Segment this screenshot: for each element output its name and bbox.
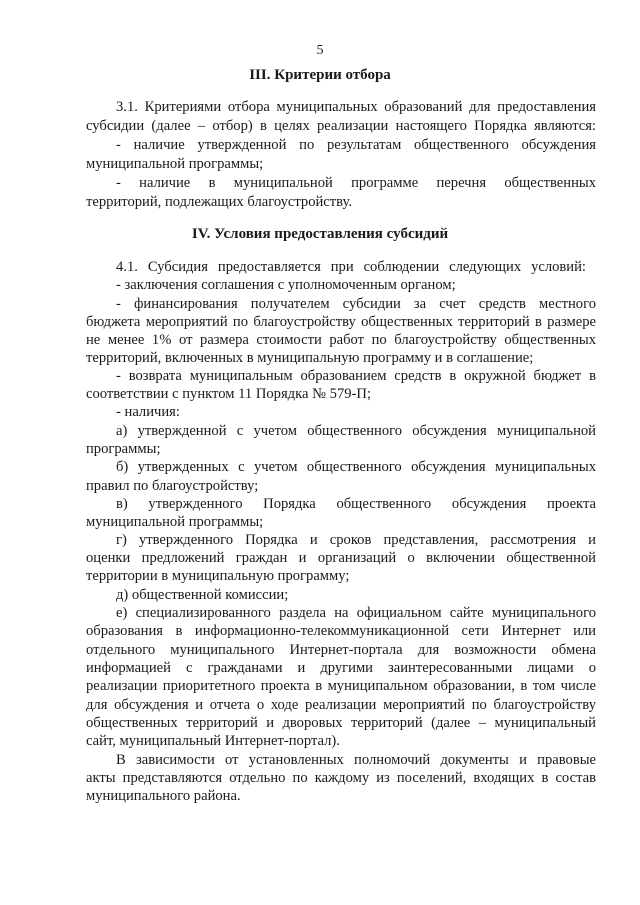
section-4-paragraph-line: - возврата муниципальным образованием средств в окружной бюджет в xyxy=(116,368,596,384)
section-4-paragraph-line: бюджета мероприятий по благоустройству общественных территорий в размере xyxy=(86,314,596,330)
section-4-paragraph-line: муниципальной программы; xyxy=(86,514,264,530)
section-4-paragraph-line: В зависимости от установленных полномочий документы и правовые xyxy=(116,752,596,768)
section-4-paragraph-line: г) утвержденного Порядка и сроков представления, рассмотрения и xyxy=(116,532,596,548)
section-4-paragraph-line: для обсуждения и отчета о ходе реализации мероприятий по благоустройству xyxy=(86,697,596,713)
section-3-paragraph-line: территорий, подлежащих благоустройству. xyxy=(86,194,353,210)
section-3-paragraph-line: - наличие в муниципальной программе перечня общественных xyxy=(116,175,596,191)
section-4-paragraph-line: образования в информационно-телекоммуникационной сети Интернет или xyxy=(86,623,596,639)
section-4-paragraph-line: - наличия: xyxy=(116,404,180,420)
section-4-heading: IV. Условия предоставления субсидий xyxy=(191,226,449,242)
section-4-paragraph-line: - финансирования получателем субсидии за счет средств местного xyxy=(116,296,596,312)
section-3-paragraph-line: субсидии (далее – отбор) в целях реализации настоящего Порядка являются: xyxy=(86,118,596,134)
section-4-paragraph-line: не менее 1% от размера стоимости работ по благоустройству общественных xyxy=(86,332,596,348)
section-4-paragraph-line: информацией с гражданами и другими заинтересованными лицами о xyxy=(86,660,596,676)
section-3-paragraph-line: 3.1. Критериями отбора муниципальных образований для предоставления xyxy=(116,99,596,115)
section-4-paragraph-line: территории в муниципальную программу; xyxy=(86,568,350,584)
section-4-paragraph-line: муниципального района. xyxy=(86,788,241,804)
section-4-paragraph-line: правил по благоустройству; xyxy=(86,478,259,494)
section-4-paragraph-line: общественных территорий и дворовых территорий (далее – муниципальный xyxy=(86,715,596,731)
section-4-paragraph-line: сайт, муниципальный Интернет-портал). xyxy=(86,733,340,749)
section-4-paragraph-line: е) специализированного раздела на официальном сайте муниципального xyxy=(116,605,596,621)
section-4-paragraph-line: б) утвержденных с учетом общественного обсуждения муниципальных xyxy=(116,459,596,475)
section-4-paragraph-line: д) общественной комиссии; xyxy=(116,587,289,603)
section-3-paragraph-line: муниципальной программы; xyxy=(86,156,264,172)
section-4-paragraph-line: 4.1. Субсидия предоставляется при соблюдении следующих условий: xyxy=(116,259,586,275)
section-4-paragraph-line: соответствии с пунктом 11 Порядка № 579-П; xyxy=(86,386,372,402)
section-4-paragraph-line: - заключения соглашения с уполномоченным органом; xyxy=(116,277,456,293)
section-4-paragraph-line: а) утвержденной с учетом общественного обсуждения муниципальной xyxy=(116,423,596,439)
section-4-paragraph-line: программы; xyxy=(86,441,161,457)
section-4-paragraph-line: в) утвержденного Порядка общественного обсуждения проекта xyxy=(116,496,596,512)
section-4-paragraph-line: акты представляются отдельно по каждому из поселений, входящих в состав xyxy=(86,770,596,786)
section-3-paragraph-line: - наличие утвержденной по результатам общественного обсуждения xyxy=(116,137,596,153)
section-4-paragraph-line: отдельного муниципального Интернет-портала для возможности обмена xyxy=(86,642,596,658)
section-4-paragraph-line: реализации приоритетного проекта в муниципальном образовании, в том числе xyxy=(86,678,596,694)
section-4-paragraph-line: территорий, включенных в муниципальную программу и в соглашение; xyxy=(86,350,534,366)
section-4-paragraph-line: оценки предложений граждан и организаций о включении общественной xyxy=(86,550,596,566)
page-number: 5 xyxy=(316,43,324,58)
section-3-heading: III. Критерии отбора xyxy=(249,67,391,83)
